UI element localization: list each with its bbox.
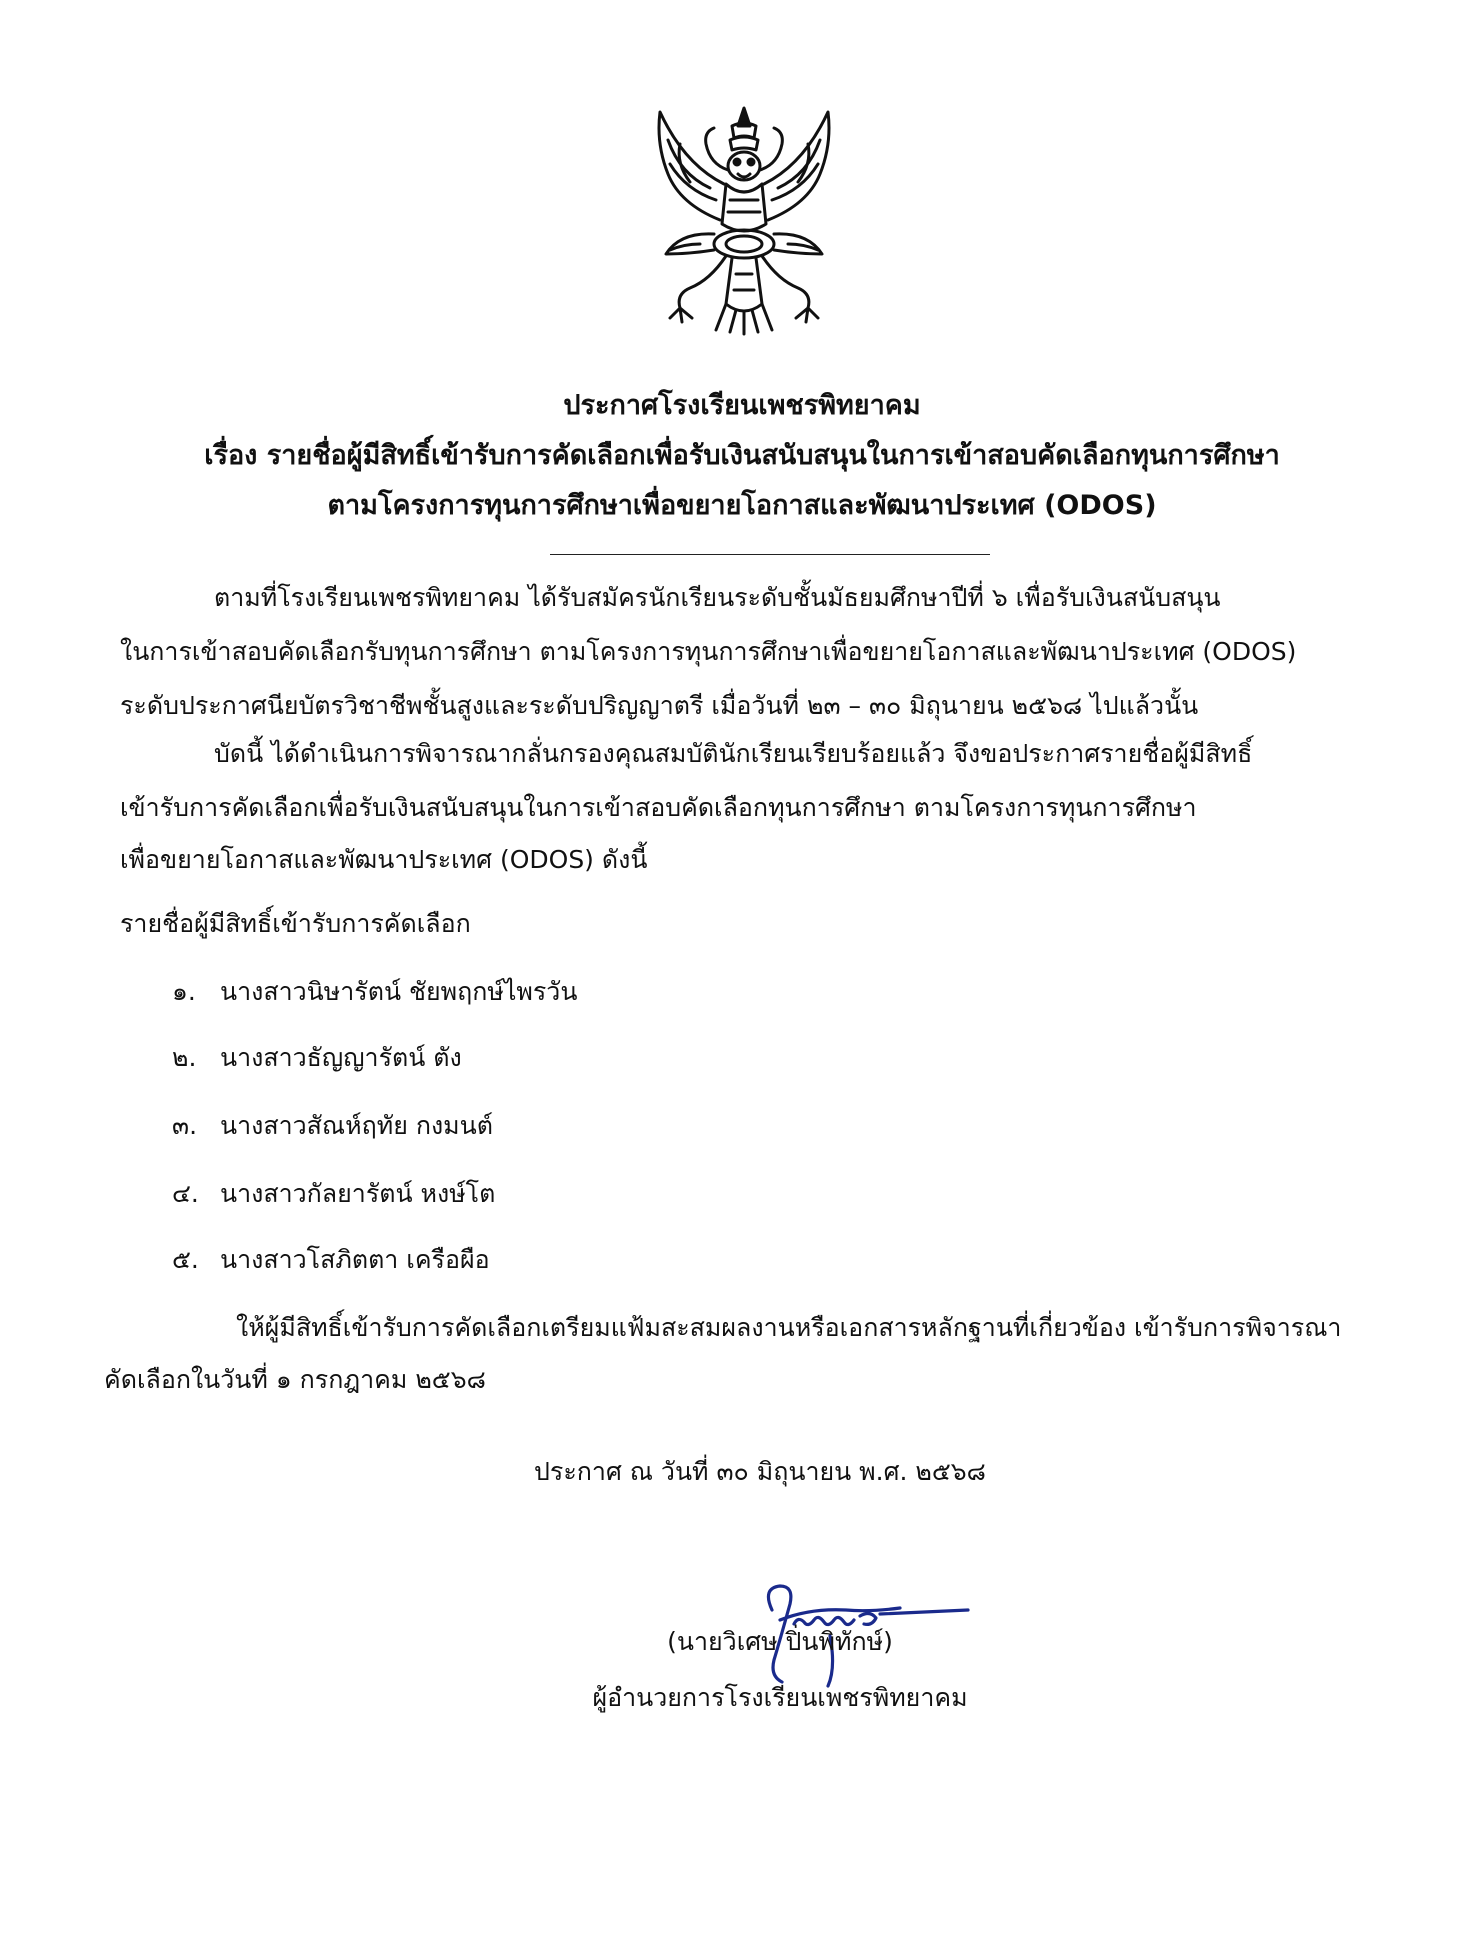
list-item-name: นางสาวกัลยารัตน์ หงษ์โต [220,1179,496,1208]
announcement-title: ประกาศโรงเรียนเพชรพิทยาคม [563,390,921,421]
list-item-number: ๑. [172,977,196,1006]
announce-date: ประกาศ ณ วันที่ ๓๐ มิถุนายน พ.ศ. ๒๕๖๘ [534,1457,986,1486]
signer-name: (นายวิเศษ ปิ่นพิทักษ์) [667,1627,893,1656]
paragraph-1-line-2: ในการเข้าสอบคัดเลือกรับทุนการศึกษา ตามโครงการทุนการศึกษาเพื่อขยายโอกาสและพัฒนาประเทศ (ODOS) [120,637,1297,666]
list-item-name: นางสาวสัณห์ฤทัย กงมนต์ [220,1111,493,1140]
list-item-name: นางสาวนิษารัตน์ ชัยพฤกษ์ไพรวัน [220,977,578,1006]
garuda-emblem-icon [640,104,848,336]
announcement-subject-line2: ตามโครงการทุนการศึกษาเพื่อขยายโอกาสและพัฒนาประเทศ (ODOS) [327,490,1157,521]
paragraph-1-line-1: ตามที่โรงเรียนเพชรพิทยาคม ได้รับสมัครนักเรียนระดับชั้นมัธยมศึกษาปีที่ ๖ เพื่อรับเงินสนับสนุน [214,583,1221,612]
candidate-list-title: รายชื่อผู้มีสิทธิ์เข้ารับการคัดเลือก [120,909,471,938]
announcement-subject: เรื่อง รายชื่อผู้มีสิทธิ์เข้ารับการคัดเลือกเพื่อรับเงินสนับสนุนในการเข้าสอบคัดเลือกทุนการศึกษา [204,440,1280,471]
paragraph-3-line-1: ให้ผู้มีสิทธิ์เข้ารับการคัดเลือกเตรียมแฟ้มสะสมผลงานหรือเอกสารหลักฐานที่เกี่ยวข้อง เข้ารับการพิจารณา [236,1313,1342,1342]
list-item-number: ๓. [172,1111,198,1140]
paragraph-2-line-3: เพื่อขยายโอกาสและพัฒนาประเทศ (ODOS) ดังนี้ [120,845,648,874]
title-divider [550,554,990,555]
list-item-number: ๕. [172,1245,199,1274]
paragraph-1-line-3: ระดับประกาศนียบัตรวิชาชีพชั้นสูงและระดับปริญญาตรี เมื่อวันที่ ๒๓ – ๓๐ มิถุนายน ๒๕๖๘ ไปแล้วนั้น [120,691,1199,720]
paragraph-3-line-2: คัดเลือกในวันที่ ๑ กรกฎาคม ๒๕๖๘ [104,1365,486,1394]
paragraph-2-line-2: เข้ารับการคัดเลือกเพื่อรับเงินสนับสนุนในการเข้าสอบคัดเลือกทุนการศึกษา ตามโครงการทุนการศึกษา [120,793,1197,822]
list-item-number: ๒. [172,1043,197,1072]
list-item-number: ๔. [172,1179,199,1208]
list-item-name: นางสาวธัญญารัตน์ ตัง [220,1043,462,1072]
signer-position: ผู้อำนวยการโรงเรียนเพชรพิทยาคม [592,1683,968,1712]
list-item-name: นางสาวโสภิตตา เครือผือ [220,1245,490,1274]
paragraph-2-line-1: บัดนี้ ได้ดำเนินการพิจารณากลั่นกรองคุณสมบัตินักเรียนเรียบร้อยแล้ว จึงขอประกาศรายชื่อผู้มีสิทธิ์ [214,739,1253,768]
